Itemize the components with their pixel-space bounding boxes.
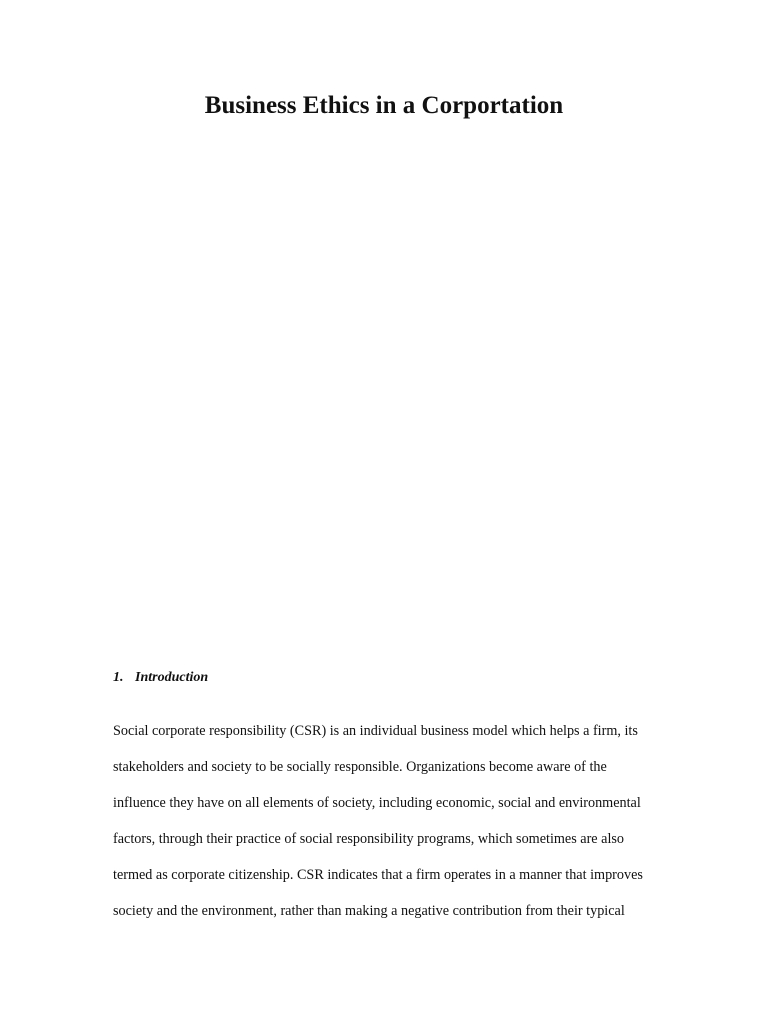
- paragraph-line: factors, through their practice of social responsibility programs, which sometimes are also: [113, 831, 624, 847]
- paragraph-line: society and the environment, rather than making a negative contribution from their typical: [113, 903, 625, 919]
- section-number: 1.: [113, 670, 124, 685]
- paragraph-line: stakeholders and society to be socially responsible. Organizations become aware of the: [113, 759, 607, 775]
- intro-paragraph: [113, 713, 693, 929]
- paragraph-line: termed as corporate citizenship. CSR indicates that a firm operates in a manner that improves: [113, 867, 643, 883]
- paragraph-line: influence they have on all elements of society, including economic, social and environmental: [113, 795, 641, 811]
- section-heading-text: Introduction: [135, 670, 209, 685]
- paragraph-line: Social corporate responsibility (CSR) is an individual business model which helps a firm, its: [113, 723, 638, 739]
- section-heading: [113, 670, 208, 686]
- page-title: Business Ethics in a Corportation: [204, 92, 564, 119]
